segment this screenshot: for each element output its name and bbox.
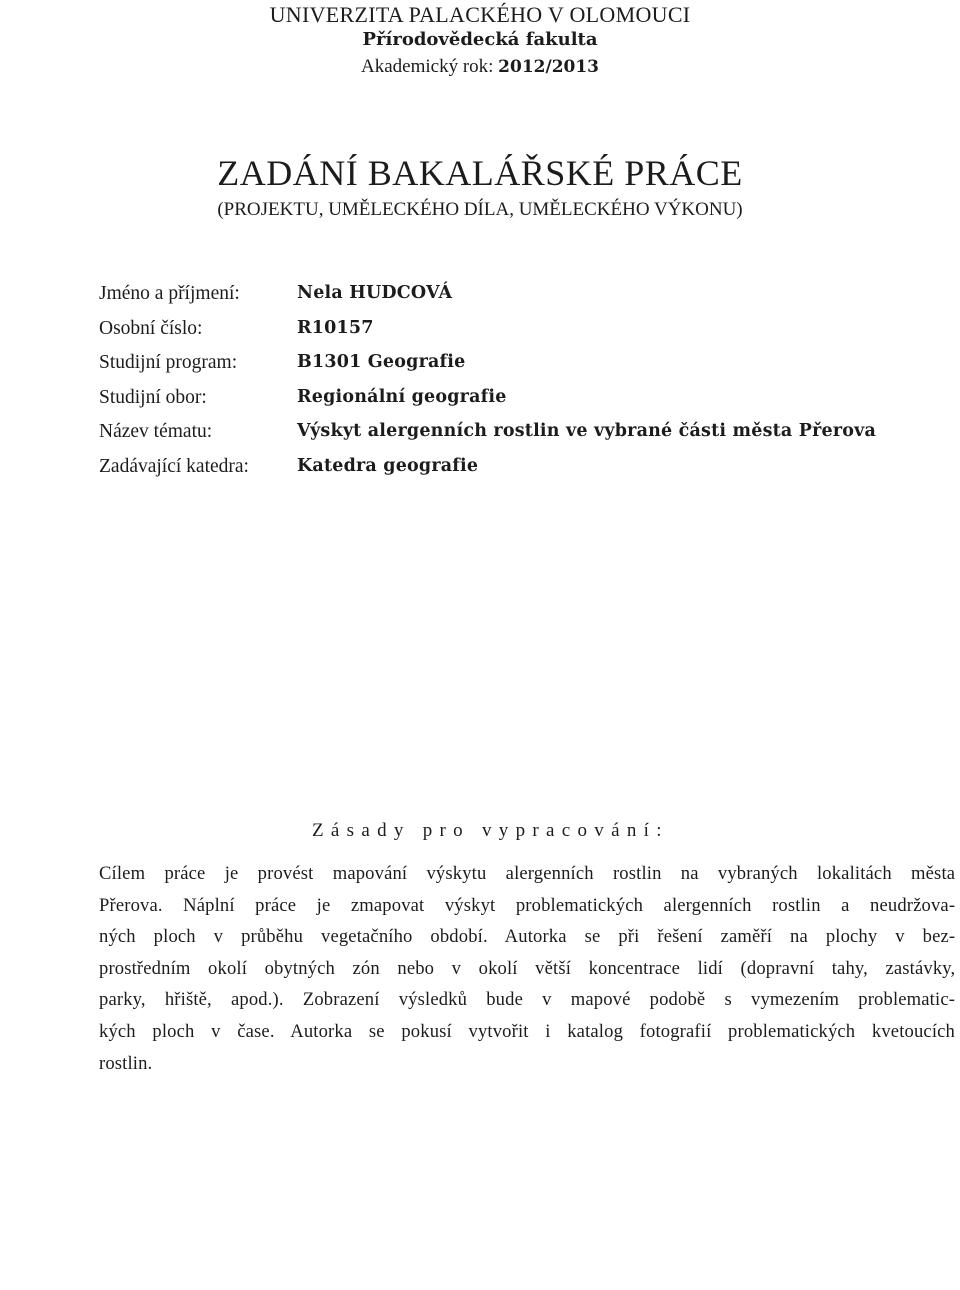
info-row-personal-number [99,318,939,353]
info-value: R10157 [297,317,374,338]
principles-line: ných ploch v průběhu vegetačního období. Autorka se při řešení zaměří na plochy v bez- [99,926,956,948]
info-label: Zadávající katedra: [99,455,249,477]
principles-line: parky, hřiště, apod.). Zobrazení výsledků bude v mapové podobě s vymezením problematic- [99,989,956,1011]
document-subtitle: (PROJEKTU, UMĚLECKÉHO DÍLA, UMĚLECKÉHO VÝKONU) [217,199,743,220]
principles-line: kých ploch v čase. Autorka se pokusí vytvořit i katalog fotografií problematických kvetoucích [99,1020,955,1042]
info-value: Katedra geografie [297,455,479,476]
info-label: Osobní číslo: [99,317,203,339]
info-value: B1301 Geografie [297,352,466,373]
principles-heading: Zásady pro vypracování: [312,820,669,841]
info-value: Nela HUDCOVÁ [297,283,453,303]
academic-year-value: 2012/2013 [498,57,600,77]
info-value: Výskyt alergenních rostlin ve vybrané části města Přerova [297,421,877,442]
student-info-table [99,283,939,491]
info-label: Název tématu: [99,421,213,443]
academic-year [0,56,960,78]
info-label: Studijní program: [99,352,238,374]
info-row-topic [99,421,939,456]
info-row-study-program [99,352,939,387]
info-label: Studijní obor: [99,386,207,408]
academic-year-label: Akademický rok: [360,56,494,77]
principles-line: rostlin. [99,1052,153,1074]
faculty-name: Přírodovědecká fakulta [362,29,598,50]
principles-body [99,858,955,1079]
university-name: UNIVERZITA PALACKÉHO V OLOMOUCI [269,2,691,27]
info-label: Jméno a příjmení: [99,283,240,304]
principles-line: Přerova. Náplní práce je zmapovat výskyt problematických alergenních rostlin a neudržova- [99,894,956,916]
info-value: Regionální geografie [297,386,507,407]
info-row-study-field [99,387,939,422]
principles-line: Cílem práce je provést mapování výskytu alergenních rostlin na vybraných lokalitách města [99,863,956,884]
document-title: ZADÁNÍ BAKALÁŘSKÉ PRÁCE [217,153,743,193]
info-row-department [99,456,939,491]
principles-line: prostředním okolí obytných zón nebo v okolí větší koncentrace lidí (dopravní tahy, zastávky, [99,957,956,979]
info-row-name [99,283,939,318]
